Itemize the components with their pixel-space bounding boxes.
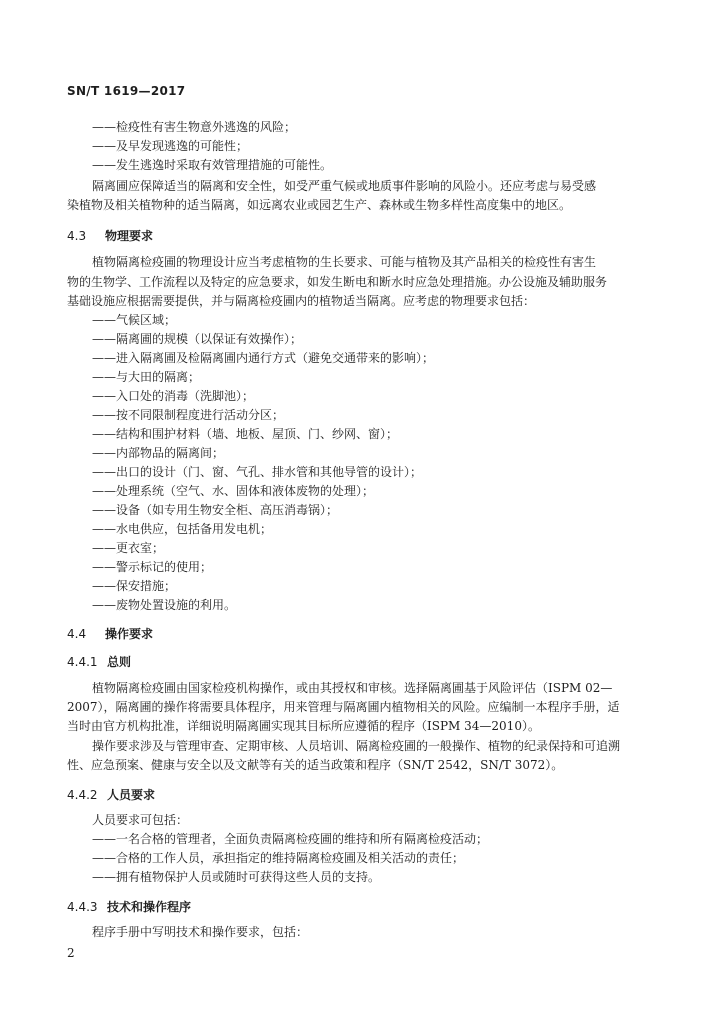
list-item: ——水电供应，包括备用发电机； bbox=[92, 522, 273, 536]
paragraph-line: 植物隔离检疫圃的物理设计应当考虑植物的生长要求、可能与植物及其产品相关的检疫性有害生 bbox=[92, 255, 597, 269]
section-heading-4-3 bbox=[67, 227, 153, 244]
list-item: ——设备（如专用生物安全柜、高压消毒锅）； bbox=[92, 503, 339, 517]
section-number: 4.4.1 bbox=[67, 655, 98, 669]
section-heading-4-4-1 bbox=[67, 653, 131, 670]
section-title: 技术和操作程序 bbox=[107, 900, 192, 914]
section-title: 物理要求 bbox=[105, 229, 154, 243]
paragraph-line: 染植物及相关植物种的适当隔离，如远离农业或园艺生产、森林或生物多样性高度集中的地区。 bbox=[67, 198, 572, 212]
paragraph-line: 当时由官方机构批准，详细说明隔离圃实现其目标所应遵循的程序（ISPM 34—2010）。 bbox=[67, 719, 540, 733]
section-heading-4-4-2 bbox=[67, 786, 155, 803]
list-item: ——进入隔离圃及检隔离圃内通行方式（避免交通带来的影响）； bbox=[92, 351, 435, 365]
list-item: ——检疫性有害生物意外逃逸的风险； bbox=[92, 120, 297, 134]
list-item: ——警示标记的使用； bbox=[92, 560, 213, 574]
section-number: 4.3 bbox=[67, 229, 87, 243]
list-item: ——气候区域； bbox=[92, 313, 177, 327]
paragraph-line: 2007），隔离圃的操作将需要具体程序，用来管理与隔离圃内植物相关的风险。应编制一本程序手册，适 bbox=[67, 700, 620, 714]
list-item: ——及早发现逃逸的可能性； bbox=[92, 139, 249, 153]
section-number: 4.4.2 bbox=[67, 788, 98, 802]
section-title: 操作要求 bbox=[105, 627, 154, 641]
list-item: ——发生逃逸时采取有效管理措施的可能性。 bbox=[92, 158, 333, 172]
paragraph-line: 性、应急预案、健康与安全以及文献等有关的适当政策和程序（SN/T 2542，SN/T 3072）。 bbox=[67, 758, 564, 772]
list-item: ——内部物品的隔离间； bbox=[92, 446, 225, 460]
list-item: ——保安措施； bbox=[92, 579, 177, 593]
section-heading-4-4 bbox=[67, 625, 153, 642]
paragraph-line: 操作要求涉及与管理审查、定期审核、人员培训、隔离检疫圃的一般操作、植物的纪录保持和可追溯 bbox=[92, 739, 621, 753]
paragraph-line: 程序手册中写明技术和操作要求，包括： bbox=[92, 925, 309, 939]
list-item: ——入口处的消毒（洗脚池）； bbox=[92, 389, 255, 403]
section-heading-4-4-3 bbox=[67, 898, 191, 915]
list-item: ——拥有植物保护人员或随时可获得这些人员的支持。 bbox=[92, 870, 381, 884]
paragraph-line: 植物隔离检疫圃由国家检疫机构操作，或由其授权和审核。选择隔离圃基于风险评估（ISPM 02— bbox=[92, 681, 613, 695]
list-item: ——废物处置设施的利用。 bbox=[92, 598, 237, 612]
list-item: ——合格的工作人员，承担指定的维持隔离检疫圃及相关活动的责任； bbox=[92, 851, 465, 865]
list-item: ——一名合格的管理者，全面负责隔离检疫圃的维持和所有隔离检疫活动； bbox=[92, 832, 489, 846]
list-item: ——隔离圃的规模（以保证有效操作）； bbox=[92, 332, 303, 346]
list-item: ——结构和围护材料（墙、地板、屋顶、门、纱网、窗）； bbox=[92, 427, 399, 441]
list-item: ——出口的设计（门、窗、气孔、排水管和其他导管的设计）； bbox=[92, 465, 423, 479]
section-title: 总则 bbox=[107, 655, 132, 669]
page-number: 2 bbox=[67, 946, 75, 960]
list-item: ——按不同限制程度进行活动分区； bbox=[92, 408, 285, 422]
paragraph-line: 基础设施应根据需要提供，并与隔离检疫圃内的植物适当隔离。应考虑的物理要求包括： bbox=[67, 294, 536, 308]
list-item: ——与大田的隔离； bbox=[92, 370, 201, 384]
section-title: 人员要求 bbox=[107, 788, 156, 802]
list-item: ——处理系统（空气、水、固体和液体废物的处理）； bbox=[92, 484, 375, 498]
paragraph-line: 人员要求可包括： bbox=[92, 813, 189, 827]
document-id: SN/T 1619—2017 bbox=[67, 84, 186, 98]
section-number: 4.4 bbox=[67, 627, 87, 641]
list-item: ——更衣室； bbox=[92, 541, 165, 555]
paragraph-line: 物的生物学、工作流程以及特定的应急要求，如发生断电和断水时应急处理措施。办公设施及辅助服务 bbox=[67, 275, 608, 289]
paragraph-line: 隔离圃应保障适当的隔离和安全性，如受严重气候或地质事件影响的风险小。还应考虑与易受感 bbox=[92, 179, 597, 193]
section-number: 4.4.3 bbox=[67, 900, 98, 914]
